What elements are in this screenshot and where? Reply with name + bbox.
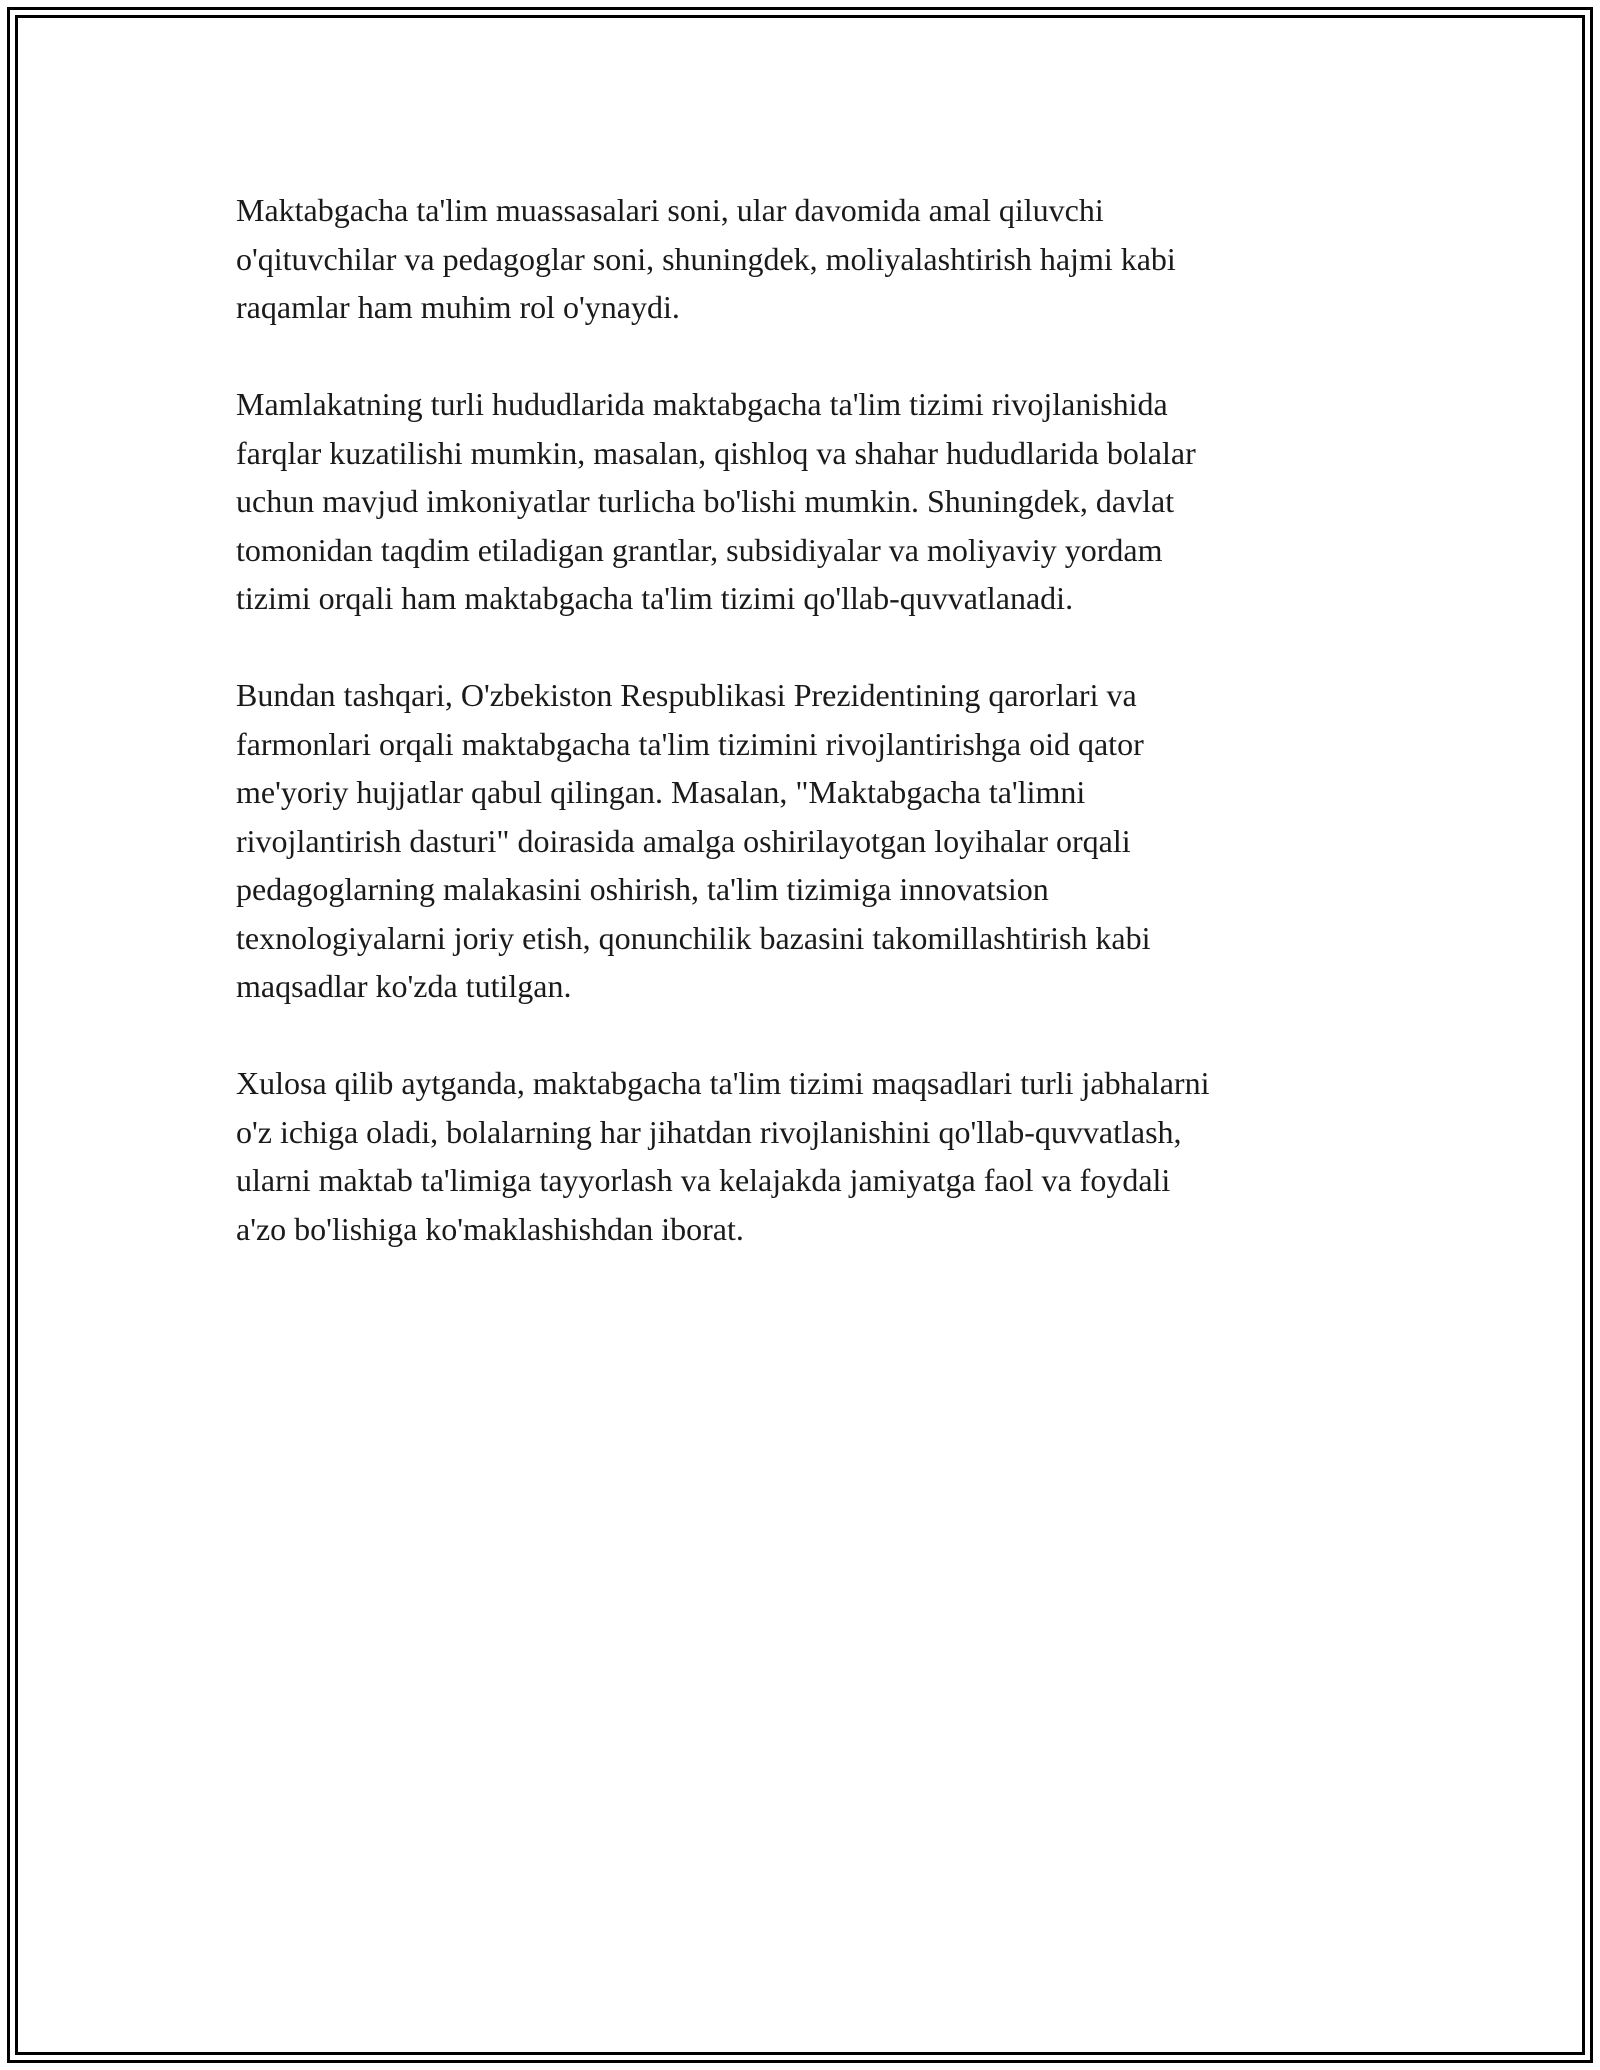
paragraph-4 [236, 1059, 1386, 1253]
document-body [236, 186, 1386, 1302]
text-line: farmonlari orqali maktabgacha ta'lim tizimini rivojlantirishga oid qator [236, 725, 1144, 762]
text-line: uchun mavjud imkoniyatlar turlicha bo'lishi mumkin. Shuningdek, davlat [236, 483, 1175, 519]
paragraph-1 [236, 186, 1386, 332]
text-line: pedagoglarning malakasini oshirish, ta'lim tizimiga innovatsion [236, 871, 1049, 907]
text-line: maqsadlar ko'zda tutilgan. [236, 968, 572, 1004]
text-line: tizimi orqali ham maktabgacha ta'lim tizimi qo'llab-quvvatlanadi. [236, 580, 1074, 616]
text-line: o'qituvchilar va pedagoglar soni, shuningdek, moliyalashtirish hajmi kabi [236, 240, 1176, 277]
text-line: rivojlantirish dasturi" doirasida amalga oshirilayotgan loyihalar orqali [236, 822, 1131, 859]
paragraph-2 [236, 380, 1386, 623]
text-line: raqamlar ham muhim rol o'ynaydi. [236, 289, 680, 325]
text-line: a'zo bo'lishiga ko'maklashishdan iborat. [236, 1210, 744, 1247]
text-line: Xulosa qilib aytganda, maktabgacha ta'lim tizimi maqsadlari turli jabhalarni [236, 1065, 1210, 1101]
text-line: Mamlakatning turli hududlarida maktabgacha ta'lim tizimi rivojlanishida [236, 386, 1168, 422]
text-line: me'yoriy hujjatlar qabul qilingan. Masalan, "Maktabgacha ta'limni [236, 774, 1086, 810]
paragraph-3 [236, 671, 1386, 1011]
text-line: farqlar kuzatilishi mumkin, masalan, qishloq va shahar hududlarida bolalar [236, 434, 1196, 471]
text-line: Maktabgacha ta'lim muassasalari soni, ular davomida amal qiluvchi [236, 192, 1104, 228]
text-line: tomonidan taqdim etiladigan grantlar, subsidiyalar va moliyaviy yordam [236, 531, 1163, 568]
text-line: o'z ichiga oladi, bolalarning har jihatdan rivojlanishini qo'llab-quvvatlash, [236, 1113, 1182, 1150]
text-line: Bundan tashqari, O'zbekiston Respublikasi Prezidentining qarorlari va [236, 677, 1137, 713]
text-line: texnologiyalarni joriy etish, qonunchilik bazasini takomillashtirish kabi [236, 919, 1151, 956]
text-line: ularni maktab ta'limiga tayyorlash va kelajakda jamiyatga faol va foydali [236, 1162, 1171, 1198]
